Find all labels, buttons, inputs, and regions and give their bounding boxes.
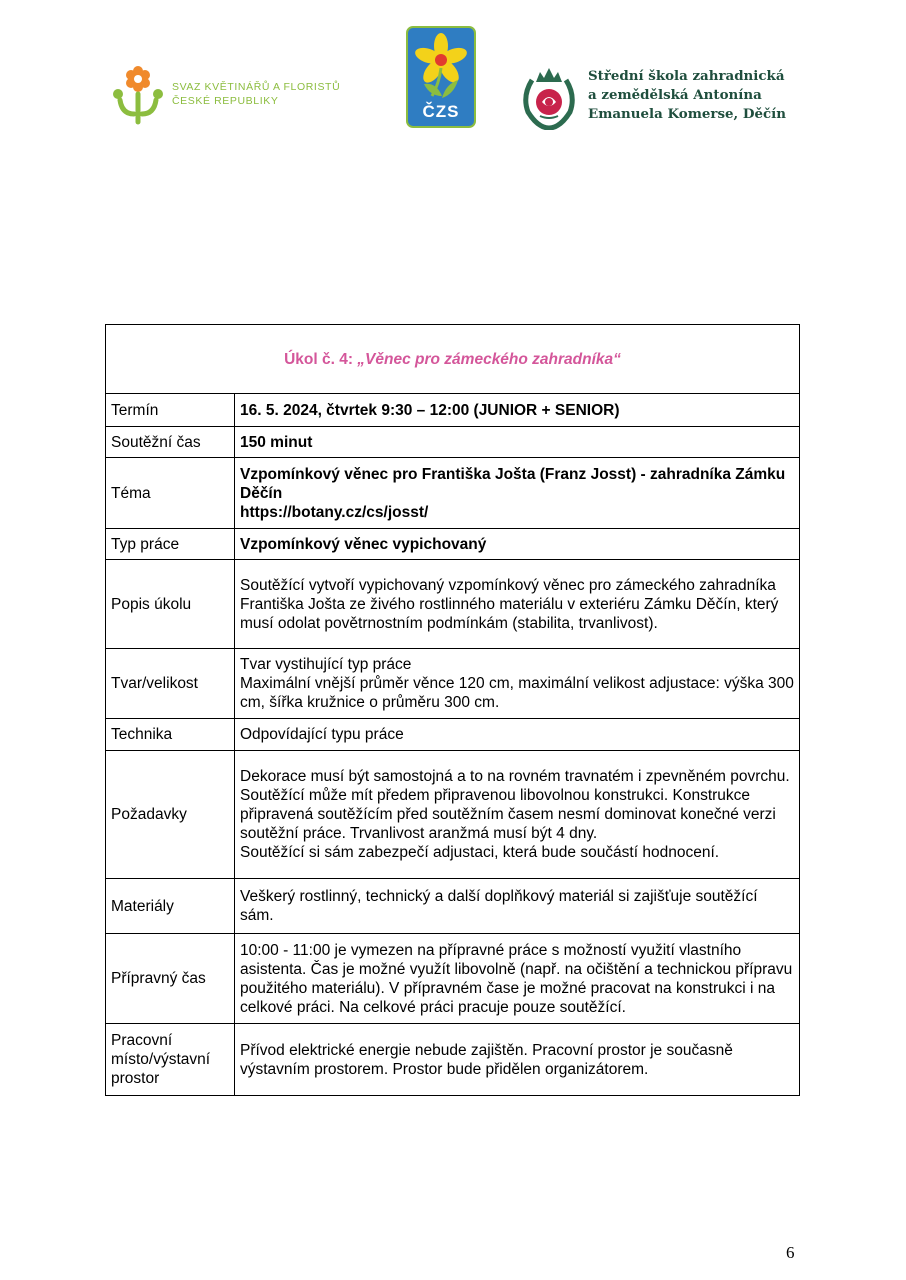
value-line: Vzpomínkový věnec pro Františka Jošta (Franz Josst) - zahradníka Zámku Děčín <box>240 465 786 502</box>
row-materialy <box>106 879 800 934</box>
row-label: Pracovní místo/výstavní prostor <box>106 1024 235 1096</box>
school-logo-line3: Emanuela Komerse, Děčín <box>588 106 786 122</box>
school-logo <box>518 58 808 130</box>
row-value <box>235 427 800 458</box>
row-value <box>235 529 800 560</box>
row-label: Požadavky <box>106 751 235 879</box>
row-tvar-velikost <box>106 649 800 719</box>
value-line: Veškerý rostlinný, technický a další doplňkový materiál si zajišťuje soutěžící sám. <box>240 888 758 924</box>
page-number: 6 <box>786 1243 795 1262</box>
row-label: Přípravný čas <box>106 934 235 1024</box>
task-title-name: „Věnec pro zámeckého zahradníka“ <box>357 350 621 368</box>
row-label: Popis úkolu <box>106 560 235 649</box>
row-popis-ukolu <box>106 560 800 649</box>
task-table <box>105 324 800 1096</box>
row-pracovni-misto <box>106 1024 800 1096</box>
row-tema <box>106 458 800 529</box>
value-line: 10:00 - 11:00 je vymezen na přípravné práce s možností využití vlastního asistenta. Čas je možné využít libovolně (např. na očištění a technickou přípravu použitého materiálu). V přípravném čase je možné pracovat na konstrukci i na celkové práci. Na celkové práci pracuje pouze soutěžící. <box>240 941 793 1016</box>
row-value <box>235 751 800 879</box>
row-typ-prace <box>106 529 800 560</box>
value-line: Odpovídající typu práce <box>240 726 404 743</box>
value-line: Maximální vnější průměr věnce 120 cm, maximální velikost adjustace: výška 300 cm, šířka kružnice o průměru 300 cm. <box>240 675 794 711</box>
row-value <box>235 458 800 529</box>
row-soutezni-cas <box>106 427 800 458</box>
value-line: 16. 5. 2024, čtvrtek 9:30 – 12:00 (JUNIOR + SENIOR) <box>240 401 620 419</box>
svaz-logo <box>110 64 360 126</box>
row-value <box>235 394 800 427</box>
row-label: Téma <box>106 458 235 529</box>
school-logo-line1: Střední škola zahradnická <box>588 68 785 84</box>
row-pripravny-cas <box>106 934 800 1024</box>
row-value <box>235 1024 800 1096</box>
flower-people-icon <box>110 64 166 126</box>
row-value <box>235 560 800 649</box>
school-logo-line2: a zemědělská Antonína <box>588 87 762 103</box>
row-technika <box>106 719 800 751</box>
task-title <box>106 325 800 394</box>
header-logos <box>0 0 906 150</box>
row-label: Tvar/velikost <box>106 649 235 719</box>
row-label: Termín <box>106 394 235 427</box>
row-termin <box>106 394 800 427</box>
value-line: Soutěžící vytvoří vypichovaný vzpomínkový věnec pro zámeckého zahradníka Františka Jošta ze živého rostlinného materiálu v exteriéru Zámku Děčín, který musí odolat povětrnostním podmínkám (stabilita, trvanlivost). <box>240 576 779 632</box>
value-line: 150 minut <box>240 433 313 451</box>
row-value <box>235 934 800 1024</box>
task-title-row <box>106 325 800 394</box>
svaz-logo-line2: ČESKÉ REPUBLIKY <box>172 95 279 107</box>
row-pozadavky <box>106 751 800 879</box>
theme-link[interactable]: https://botany.cz/cs/josst/ <box>240 503 429 521</box>
czs-logo-text: ČZS <box>422 102 460 121</box>
value-line: Tvar vystihující typ práce <box>240 656 412 673</box>
value-line: Vzpomínkový věnec vypichovaný <box>240 535 487 553</box>
czs-logo <box>406 26 476 128</box>
value-line: Přívod elektrické energie nebude zajištěn. Pracovní prostor je současně výstavním prostorem. Prostor bude přidělen organizátorem. <box>240 1041 733 1078</box>
row-label: Materiály <box>106 879 235 934</box>
rose-emblem-icon <box>518 58 580 130</box>
row-label: Soutěžní čas <box>106 427 235 458</box>
row-value <box>235 879 800 934</box>
task-title-prefix: Úkol č. 4: <box>284 350 358 368</box>
row-label: Typ práce <box>106 529 235 560</box>
value-line: Dekorace musí být samostojná a to na rovném travnatém i zpevněném povrchu. Soutěžící může mít předem připravenou libovolnou konstrukci. Konstrukce připravená soutěžícím před soutěžním časem nesmí dominovat konečné verzi soutěžní práce. Trvanlivost aranžmá musí být 4 dny. <box>240 768 790 842</box>
value-line: Soutěžící si sám zabezpečí adjustaci, která bude součástí hodnocení. <box>240 844 720 861</box>
row-label: Technika <box>106 719 235 751</box>
row-value <box>235 719 800 751</box>
row-value <box>235 649 800 719</box>
svaz-logo-line1: SVAZ KVĚTINÁŘŮ A FLORISTŮ <box>172 81 341 93</box>
